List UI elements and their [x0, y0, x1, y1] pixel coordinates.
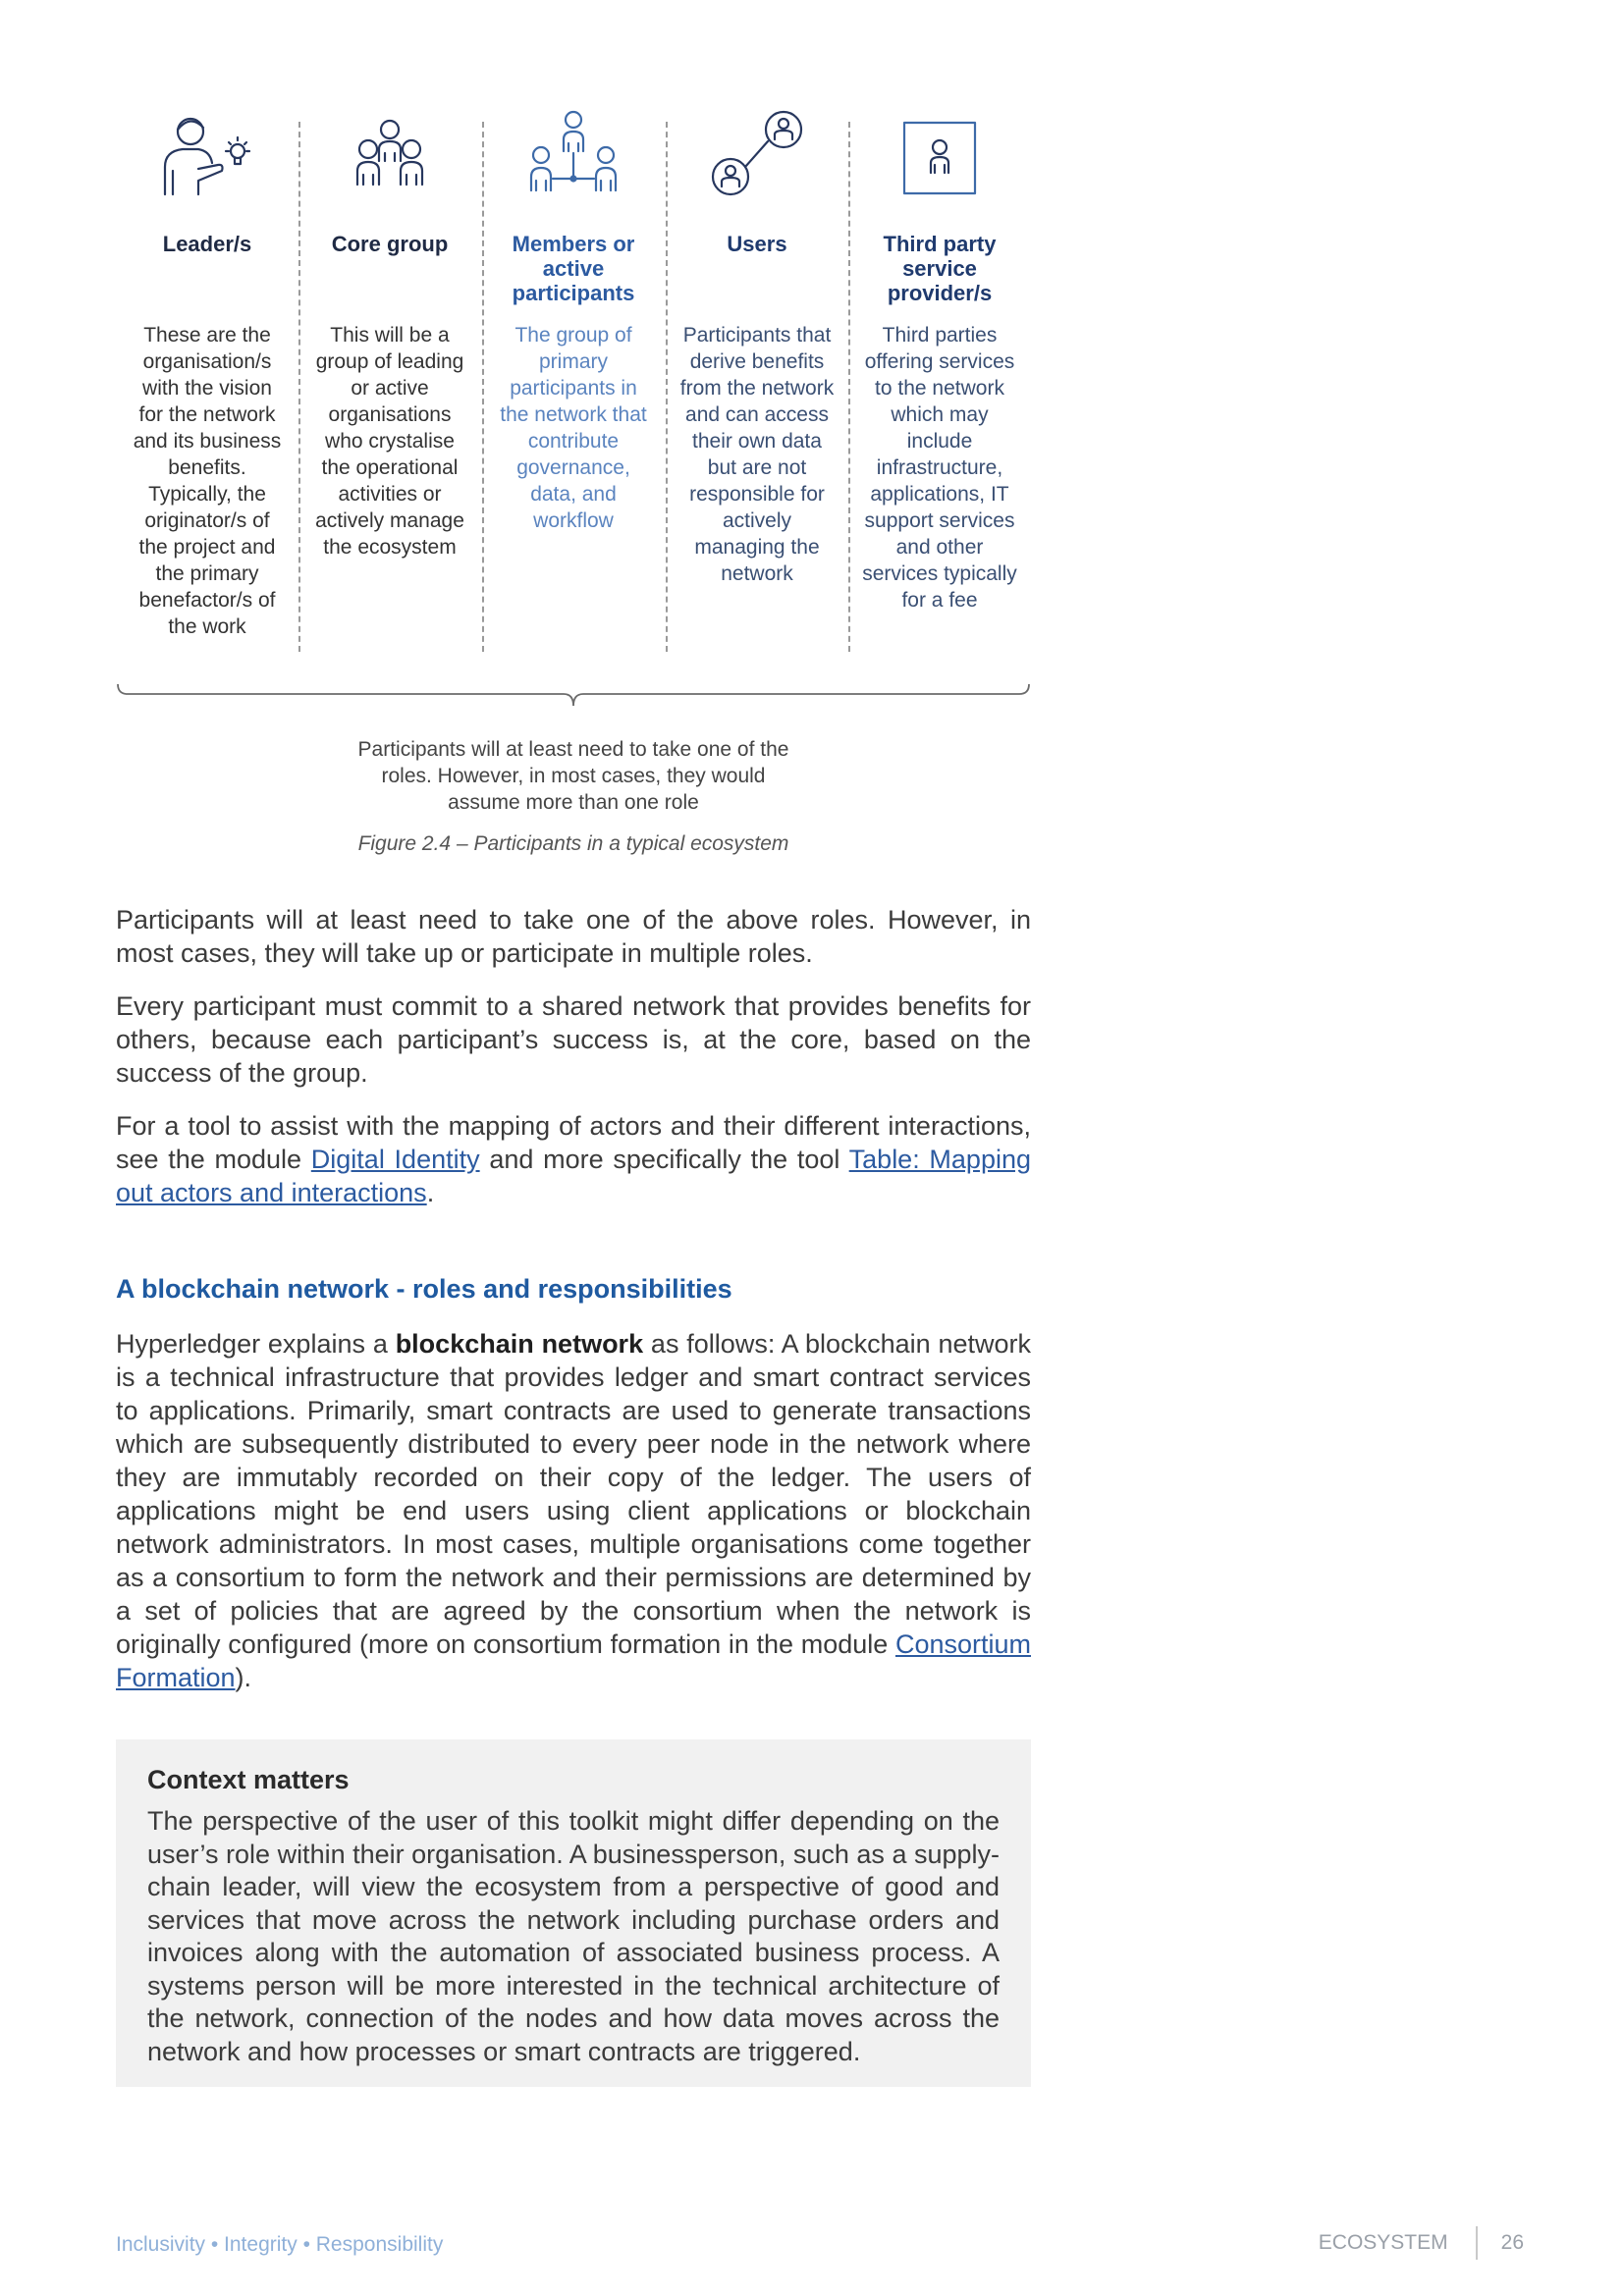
role-core-group — [298, 108, 481, 561]
text-run: For a tool to assist with the mapping of actors and their different interactions, see the module — [116, 1111, 1031, 1174]
text-run: and more specifically the tool — [479, 1145, 849, 1174]
text-run: Hyperledger explains a — [116, 1329, 396, 1359]
text-run: . — [426, 1178, 435, 1207]
role-users — [666, 108, 848, 587]
grouping-brace — [116, 682, 1031, 712]
footer-divider — [1476, 2226, 1478, 2260]
role-description: This will be a group of leading or active organisations who crystalise the operational activities or actively manage the ecosystem — [315, 324, 464, 559]
role-title: Users — [727, 232, 787, 256]
paragraph-mapping-tool — [116, 1109, 1031, 1209]
role-description: These are the organisation/s with the vision for the network and its business benefits. Typically, the originator/s of the project and the primary benefactor/s of the work — [133, 324, 282, 638]
role-title: Core group — [331, 232, 449, 256]
figure-note: Participants will at least need to take one of the roles. However, in most cases, they would assume more than one role — [357, 738, 789, 814]
section-heading: A blockchain network - roles and responsibilities — [116, 1274, 732, 1304]
role-description: Third parties offering services to the network which may include infrastructure, applications, IT support services and other services typically for a fee — [862, 324, 1017, 612]
members-icon — [519, 108, 627, 206]
mapping-table-link[interactable]: Table: Mapping out actors and interactions — [116, 1145, 1031, 1207]
role-title: Third party service provider/s — [883, 232, 997, 305]
bold-term: blockchain network — [395, 1329, 644, 1359]
role-description: Participants that derive benefits from the network and can access their own data but are not responsible for actively managing the network — [679, 324, 835, 585]
paragraph-blockchain-network — [116, 1327, 1031, 1694]
role-third-party — [848, 108, 1031, 614]
role-description: The group of primary participants in the network that contribute governance, data, and workflow — [500, 324, 647, 532]
role-title: Leader/s — [162, 232, 252, 256]
role-members — [482, 108, 665, 534]
footer-tagline: Inclusivity • Integrity • Responsibility — [116, 2233, 444, 2256]
role-title: Members or active participants — [512, 232, 635, 305]
context-text: The perspective of the user of this toolkit might differ depending on the user’s role within their organisation. A businessperson, such as a supply-chain leader, will view the ecosystem from a perspective of good and services that move across the network including purchase orders and invoices along with the automation of associated business process. A systems person will be more interested in the technical architecture of the network, connection of the nodes and how data moves across the network and how processes or smart contracts are triggered. — [147, 1806, 1000, 2066]
core-group-icon — [336, 108, 444, 206]
role-leader — [116, 108, 298, 640]
roles-row — [116, 108, 1031, 658]
participants-figure — [116, 108, 1031, 814]
consortium-formation-link[interactable]: Consortium Formation — [116, 1629, 1031, 1692]
text-run: ). — [235, 1663, 252, 1692]
context-title: Context matters — [147, 1765, 350, 1794]
footer-section: ECOSYSTEM — [1318, 2231, 1448, 2254]
text-run: as follows: A blockchain network is a technical infrastructure that provides ledger and smart contract services to applications. Primarily, smart contracts are used to generate transactions which are subsequently distributed to every peer node in the network where they are immutably recorded on their copy of the ledger. The users of applications might be end users using client applications or blockchain network administrators. In most cases, multiple organisations come together as a consortium to form the network and their permissions are determined by a set of policies that are agreed by the consortium when the network is originally configured (more on consortium formation in the module — [116, 1329, 1031, 1659]
context-box — [116, 1739, 1031, 2087]
paragraph-commitment: Every participant must commit to a shared network that provides benefits for others, because each participant’s success is, at the core, based on the success of the group. — [116, 991, 1031, 1088]
digital-identity-link[interactable]: Digital Identity — [310, 1145, 480, 1174]
third-party-icon — [886, 108, 994, 206]
page-number: 26 — [1500, 2231, 1524, 2254]
footer-page-info — [1319, 2223, 1524, 2263]
paragraph-roles: Participants will at least need to take one of the above roles. However, in most cases, they will take up or participate in multiple roles. — [116, 905, 1031, 968]
leader-icon — [153, 108, 261, 206]
figure-caption: Figure 2.4 – Participants in a typical ecosystem — [357, 832, 789, 855]
users-icon — [703, 108, 811, 206]
